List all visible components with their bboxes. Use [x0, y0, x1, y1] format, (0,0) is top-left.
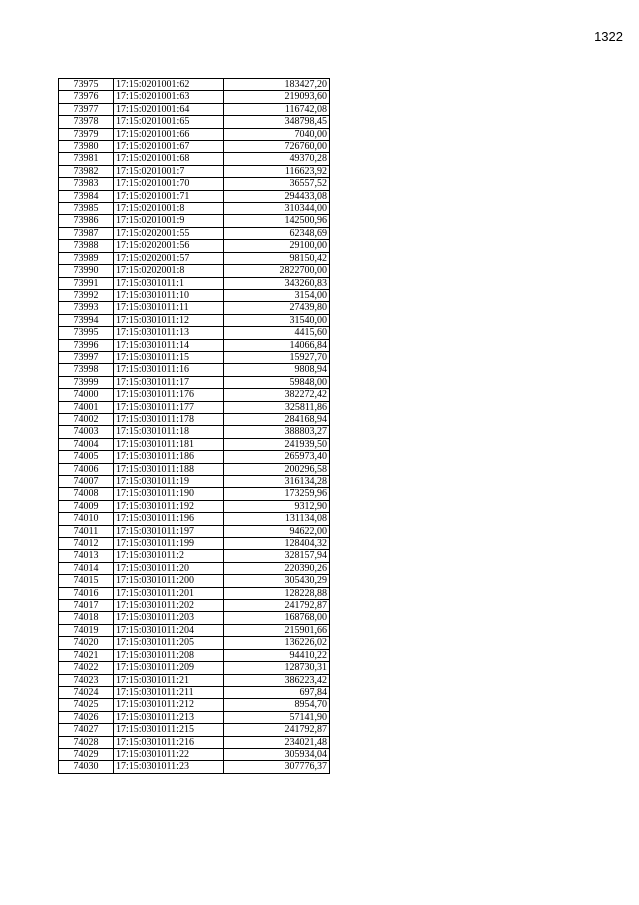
row-number-cell: 73990 [59, 265, 114, 277]
cadastral-number-cell: 17:15:0201001:68 [114, 153, 224, 165]
table-row [59, 141, 330, 153]
cadastral-number-cell: 17:15:0201001:9 [114, 215, 224, 227]
table-row [59, 575, 330, 587]
value-cell: 305430,29 [224, 575, 330, 587]
value-cell: 27439,80 [224, 302, 330, 314]
table-row [59, 215, 330, 227]
value-cell: 15927,70 [224, 351, 330, 363]
value-cell: 57141,90 [224, 711, 330, 723]
table-row [59, 339, 330, 351]
row-number-cell: 73993 [59, 302, 114, 314]
value-cell: 59848,00 [224, 376, 330, 388]
table-row [59, 662, 330, 674]
value-cell: 305934,04 [224, 748, 330, 760]
row-number-cell: 74001 [59, 401, 114, 413]
cadastral-value-table [58, 78, 330, 774]
cadastral-number-cell: 17:15:0201001:8 [114, 203, 224, 215]
value-cell: 29100,00 [224, 240, 330, 252]
cadastral-number-cell: 17:15:0301011:176 [114, 389, 224, 401]
table-row [59, 128, 330, 140]
value-cell: 343260,83 [224, 277, 330, 289]
row-number-cell: 74026 [59, 711, 114, 723]
row-number-cell: 74024 [59, 686, 114, 698]
row-number-cell: 74018 [59, 612, 114, 624]
row-number-cell: 74016 [59, 587, 114, 599]
row-number-cell: 73977 [59, 103, 114, 115]
cadastral-number-cell: 17:15:0301011:13 [114, 327, 224, 339]
cadastral-number-cell: 17:15:0202001:57 [114, 252, 224, 264]
cadastral-number-cell: 17:15:0301011:212 [114, 699, 224, 711]
value-cell: 294433,08 [224, 190, 330, 202]
table-row [59, 550, 330, 562]
value-cell: 307776,37 [224, 761, 330, 773]
table-row [59, 649, 330, 661]
table-row [59, 314, 330, 326]
row-number-cell: 74012 [59, 538, 114, 550]
value-cell: 116623,92 [224, 165, 330, 177]
row-number-cell: 73975 [59, 79, 114, 91]
cadastral-number-cell: 17:15:0301011:10 [114, 289, 224, 301]
table-row [59, 376, 330, 388]
value-cell: 284168,94 [224, 413, 330, 425]
cadastral-number-cell: 17:15:0202001:56 [114, 240, 224, 252]
value-cell: 241792,87 [224, 724, 330, 736]
table-row [59, 488, 330, 500]
row-number-cell: 73999 [59, 376, 114, 388]
table-row [59, 302, 330, 314]
cadastral-number-cell: 17:15:0301011:211 [114, 686, 224, 698]
row-number-cell: 73984 [59, 190, 114, 202]
cadastral-number-cell: 17:15:0202001:8 [114, 265, 224, 277]
value-cell: 8954,70 [224, 699, 330, 711]
cadastral-number-cell: 17:15:0301011:192 [114, 500, 224, 512]
value-cell: 382272,42 [224, 389, 330, 401]
table-row [59, 513, 330, 525]
table-row [59, 327, 330, 339]
row-number-cell: 74019 [59, 624, 114, 636]
cadastral-number-cell: 17:15:0301011:215 [114, 724, 224, 736]
cadastral-number-cell: 17:15:0301011:11 [114, 302, 224, 314]
cadastral-number-cell: 17:15:0301011:12 [114, 314, 224, 326]
cadastral-number-cell: 17:15:0301011:190 [114, 488, 224, 500]
row-number-cell: 74009 [59, 500, 114, 512]
cadastral-number-cell: 17:15:0301011:17 [114, 376, 224, 388]
value-cell: 234021,48 [224, 736, 330, 748]
row-number-cell: 73992 [59, 289, 114, 301]
table-row [59, 289, 330, 301]
table-row [59, 451, 330, 463]
cadastral-number-cell: 17:15:0201001:64 [114, 103, 224, 115]
value-cell: 2822700,00 [224, 265, 330, 277]
table-row [59, 178, 330, 190]
cadastral-number-cell: 17:15:0301011:188 [114, 463, 224, 475]
cadastral-number-cell: 17:15:0301011:23 [114, 761, 224, 773]
row-number-cell: 74002 [59, 413, 114, 425]
value-cell: 36557,52 [224, 178, 330, 190]
row-number-cell: 74011 [59, 525, 114, 537]
cadastral-number-cell: 17:15:0201001:71 [114, 190, 224, 202]
cadastral-number-cell: 17:15:0301011:18 [114, 426, 224, 438]
row-number-cell: 73996 [59, 339, 114, 351]
table-row [59, 116, 330, 128]
value-cell: 183427,20 [224, 79, 330, 91]
cadastral-number-cell: 17:15:0301011:216 [114, 736, 224, 748]
value-cell: 697,84 [224, 686, 330, 698]
table-row [59, 351, 330, 363]
cadastral-number-cell: 17:15:0301011:208 [114, 649, 224, 661]
cadastral-number-cell: 17:15:0301011:209 [114, 662, 224, 674]
cadastral-number-cell: 17:15:0201001:66 [114, 128, 224, 140]
value-cell: 9808,94 [224, 364, 330, 376]
row-number-cell: 74008 [59, 488, 114, 500]
table-row [59, 724, 330, 736]
table-row [59, 748, 330, 760]
table-row [59, 686, 330, 698]
value-cell: 116742,08 [224, 103, 330, 115]
value-cell: 241792,87 [224, 600, 330, 612]
row-number-cell: 73991 [59, 277, 114, 289]
value-cell: 128404,32 [224, 538, 330, 550]
table-row [59, 711, 330, 723]
row-number-cell: 74025 [59, 699, 114, 711]
table-row [59, 165, 330, 177]
value-cell: 310344,00 [224, 203, 330, 215]
value-cell: 98150,42 [224, 252, 330, 264]
value-cell: 14066,84 [224, 339, 330, 351]
value-cell: 9312,90 [224, 500, 330, 512]
row-number-cell: 74017 [59, 600, 114, 612]
value-cell: 168768,00 [224, 612, 330, 624]
row-number-cell: 73994 [59, 314, 114, 326]
value-cell: 265973,40 [224, 451, 330, 463]
table-row [59, 637, 330, 649]
row-number-cell: 73995 [59, 327, 114, 339]
table-row [59, 79, 330, 91]
value-cell: 388803,27 [224, 426, 330, 438]
value-cell: 241939,50 [224, 438, 330, 450]
row-number-cell: 74030 [59, 761, 114, 773]
row-number-cell: 74010 [59, 513, 114, 525]
value-cell: 316134,28 [224, 476, 330, 488]
table-row [59, 562, 330, 574]
value-cell: 726760,00 [224, 141, 330, 153]
page-number: 1322 [594, 29, 623, 44]
row-number-cell: 74023 [59, 674, 114, 686]
row-number-cell: 74029 [59, 748, 114, 760]
cadastral-number-cell: 17:15:0201001:65 [114, 116, 224, 128]
row-number-cell: 74007 [59, 476, 114, 488]
value-cell: 328157,94 [224, 550, 330, 562]
row-number-cell: 73983 [59, 178, 114, 190]
table-row [59, 624, 330, 636]
table-row [59, 153, 330, 165]
table-row [59, 364, 330, 376]
row-number-cell: 73980 [59, 141, 114, 153]
table-row [59, 612, 330, 624]
cadastral-number-cell: 17:15:0201001:7 [114, 165, 224, 177]
row-number-cell: 74020 [59, 637, 114, 649]
cadastral-number-cell: 17:15:0301011:2 [114, 550, 224, 562]
cadastral-number-cell: 17:15:0201001:70 [114, 178, 224, 190]
row-number-cell: 74004 [59, 438, 114, 450]
value-cell: 386223,42 [224, 674, 330, 686]
value-cell: 31540,00 [224, 314, 330, 326]
table-row [59, 203, 330, 215]
value-cell: 215901,66 [224, 624, 330, 636]
cadastral-number-cell: 17:15:0202001:55 [114, 227, 224, 239]
table-row [59, 389, 330, 401]
table-row [59, 103, 330, 115]
cadastral-number-cell: 17:15:0301011:16 [114, 364, 224, 376]
table-row [59, 401, 330, 413]
table-row [59, 736, 330, 748]
row-number-cell: 73985 [59, 203, 114, 215]
table-row [59, 476, 330, 488]
value-cell: 49370,28 [224, 153, 330, 165]
row-number-cell: 73987 [59, 227, 114, 239]
value-cell: 219093,60 [224, 91, 330, 103]
cadastral-number-cell: 17:15:0301011:1 [114, 277, 224, 289]
value-cell: 4415,60 [224, 327, 330, 339]
table-row [59, 674, 330, 686]
table-row [59, 265, 330, 277]
table-row [59, 761, 330, 773]
cadastral-number-cell: 17:15:0301011:22 [114, 748, 224, 760]
value-cell: 94622,00 [224, 525, 330, 537]
cadastral-number-cell: 17:15:0301011:213 [114, 711, 224, 723]
row-number-cell: 73982 [59, 165, 114, 177]
value-cell: 348798,45 [224, 116, 330, 128]
value-cell: 94410,22 [224, 649, 330, 661]
table-row [59, 190, 330, 202]
value-cell: 7040,00 [224, 128, 330, 140]
cadastral-number-cell: 17:15:0301011:21 [114, 674, 224, 686]
row-number-cell: 74006 [59, 463, 114, 475]
row-number-cell: 74028 [59, 736, 114, 748]
table-row [59, 91, 330, 103]
table-row [59, 500, 330, 512]
row-number-cell: 74000 [59, 389, 114, 401]
value-cell: 3154,00 [224, 289, 330, 301]
cadastral-number-cell: 17:15:0301011:15 [114, 351, 224, 363]
value-cell: 220390,26 [224, 562, 330, 574]
cadastral-number-cell: 17:15:0301011:181 [114, 438, 224, 450]
cadastral-number-cell: 17:15:0301011:200 [114, 575, 224, 587]
table-row [59, 240, 330, 252]
row-number-cell: 74027 [59, 724, 114, 736]
table-row [59, 252, 330, 264]
value-cell: 325811,86 [224, 401, 330, 413]
cadastral-number-cell: 17:15:0301011:197 [114, 525, 224, 537]
cadastral-number-cell: 17:15:0301011:205 [114, 637, 224, 649]
table-row [59, 426, 330, 438]
row-number-cell: 74022 [59, 662, 114, 674]
table-row [59, 277, 330, 289]
row-number-cell: 73988 [59, 240, 114, 252]
table-row [59, 227, 330, 239]
table-row [59, 600, 330, 612]
cadastral-number-cell: 17:15:0301011:199 [114, 538, 224, 550]
row-number-cell: 74013 [59, 550, 114, 562]
cadastral-number-cell: 17:15:0301011:196 [114, 513, 224, 525]
row-number-cell: 74005 [59, 451, 114, 463]
value-cell: 128730,31 [224, 662, 330, 674]
cadastral-number-cell: 17:15:0301011:19 [114, 476, 224, 488]
row-number-cell: 74014 [59, 562, 114, 574]
cadastral-number-cell: 17:15:0201001:62 [114, 79, 224, 91]
value-cell: 200296,58 [224, 463, 330, 475]
table-row [59, 413, 330, 425]
cadastral-number-cell: 17:15:0301011:14 [114, 339, 224, 351]
cadastral-number-cell: 17:15:0301011:20 [114, 562, 224, 574]
table-body [59, 79, 330, 774]
cadastral-number-cell: 17:15:0301011:178 [114, 413, 224, 425]
cadastral-number-cell: 17:15:0301011:202 [114, 600, 224, 612]
value-cell: 136226,02 [224, 637, 330, 649]
cadastral-number-cell: 17:15:0301011:204 [114, 624, 224, 636]
cadastral-number-cell: 17:15:0301011:186 [114, 451, 224, 463]
row-number-cell: 73976 [59, 91, 114, 103]
cadastral-number-cell: 17:15:0301011:203 [114, 612, 224, 624]
value-cell: 142500,96 [224, 215, 330, 227]
row-number-cell: 74003 [59, 426, 114, 438]
row-number-cell: 73997 [59, 351, 114, 363]
table-row [59, 438, 330, 450]
row-number-cell: 73986 [59, 215, 114, 227]
value-cell: 62348,69 [224, 227, 330, 239]
cadastral-number-cell: 17:15:0301011:201 [114, 587, 224, 599]
value-cell: 128228,88 [224, 587, 330, 599]
table-row [59, 587, 330, 599]
row-number-cell: 74015 [59, 575, 114, 587]
row-number-cell: 73989 [59, 252, 114, 264]
table-row [59, 463, 330, 475]
cadastral-number-cell: 17:15:0201001:67 [114, 141, 224, 153]
row-number-cell: 73998 [59, 364, 114, 376]
row-number-cell: 73978 [59, 116, 114, 128]
cadastral-number-cell: 17:15:0201001:63 [114, 91, 224, 103]
cadastral-number-cell: 17:15:0301011:177 [114, 401, 224, 413]
table-row [59, 538, 330, 550]
row-number-cell: 73979 [59, 128, 114, 140]
table-row [59, 699, 330, 711]
table-row [59, 525, 330, 537]
row-number-cell: 73981 [59, 153, 114, 165]
value-cell: 173259,96 [224, 488, 330, 500]
row-number-cell: 74021 [59, 649, 114, 661]
value-cell: 131134,08 [224, 513, 330, 525]
